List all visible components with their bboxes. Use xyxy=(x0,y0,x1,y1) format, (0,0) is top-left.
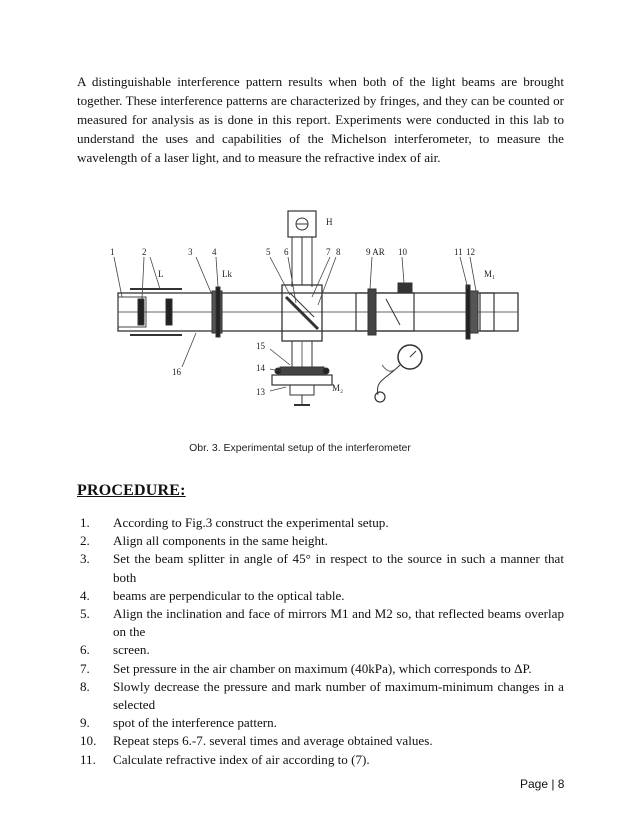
step-number: 6. xyxy=(80,642,90,658)
label-10: 10 xyxy=(398,247,407,257)
step-number: 2. xyxy=(80,533,90,549)
label-1: 1 xyxy=(110,247,115,257)
label-screen-h: H xyxy=(326,217,333,227)
interferometer-diagram xyxy=(100,205,530,463)
label-9: 9 AR xyxy=(366,247,385,257)
label-5: 5 xyxy=(266,247,271,257)
procedure-list xyxy=(80,514,564,769)
label-4: 4 xyxy=(212,247,217,257)
mirror-m2 xyxy=(280,367,324,375)
label-mirror-m2: M₂ xyxy=(332,383,344,393)
step-text: Align all components in the same height. xyxy=(113,533,328,549)
label-16: 16 xyxy=(172,367,181,377)
label-13: 13 xyxy=(256,387,265,397)
step-text: Set the beam splitter in angle of 45° in respect to the source in such a manner that both xyxy=(113,551,564,585)
procedure-heading: PROCEDURE: xyxy=(77,482,186,499)
procedure-step xyxy=(80,605,564,641)
label-12: 12 xyxy=(466,247,475,257)
label-3: 3 xyxy=(188,247,193,257)
step-text: Calculate refractive index of air according to (7). xyxy=(113,751,370,767)
procedure-step xyxy=(80,751,564,769)
step-text: beams are perpendicular to the optical table. xyxy=(113,587,345,603)
label-8: 8 xyxy=(336,247,341,257)
lens-l-holder xyxy=(138,299,144,325)
procedure-step xyxy=(80,714,564,732)
label-11: 11 xyxy=(454,247,463,257)
pump-bulb xyxy=(375,392,385,402)
step-text: Repeat steps 6.-7. several times and average obtained values. xyxy=(113,733,433,749)
step-number: 3. xyxy=(80,551,90,567)
step-number: 11. xyxy=(80,751,96,767)
label-7: 7 xyxy=(326,247,331,257)
step-text: Slowly decrease the pressure and mark number of maximum-minimum changes in a selected xyxy=(113,678,564,713)
step-text: screen. xyxy=(113,642,150,658)
label-lens-l: L xyxy=(158,269,164,279)
step-text: According to Fig.3 construct the experimental setup. xyxy=(113,515,389,530)
label-lens-lk: Lk xyxy=(222,269,232,279)
procedure-step xyxy=(80,732,564,750)
procedure-step xyxy=(80,587,564,605)
procedure-step xyxy=(80,550,564,586)
step-number: 1. xyxy=(80,515,90,530)
label-mirror-m1: M₁ xyxy=(484,269,496,279)
figure-caption: Obr. 3. Experimental setup of the interferometer xyxy=(189,442,411,454)
step-text: spot of the interference pattern. xyxy=(113,715,277,731)
label-2: 2 xyxy=(142,247,147,257)
label-15: 15 xyxy=(256,341,265,351)
step-text: Set pressure in the air chamber on maximum (40kPa), which corresponds to ΔP. xyxy=(113,660,532,676)
intro-paragraph: A distinguishable interference pattern results when both of the light beams are brought together. These interference patterns are characterized by fringes, and they can be counted or measured for analysis as is done in this report. Experiments were conducted in this lab to understand the uses and capabilities of the Michelson interferometer, to measure the wavelength of a laser light, and to measure the refractive index of air. xyxy=(77,74,564,165)
procedure-step xyxy=(80,660,564,678)
procedure-step xyxy=(80,641,564,659)
interferometer-figure xyxy=(100,205,530,463)
step-text: Align the inclination and face of mirrors M1 and M2 so, that reflected beams overlap on the xyxy=(113,606,564,640)
procedure-step xyxy=(80,678,564,714)
procedure-step xyxy=(80,532,564,550)
step-number: 8. xyxy=(80,678,90,694)
label-6: 6 xyxy=(284,247,289,257)
step-number: 4. xyxy=(80,587,90,603)
label-14: 14 xyxy=(256,363,265,373)
step-number: 5. xyxy=(80,606,90,622)
page-number: Page | 8 xyxy=(520,777,565,791)
beam-splitter xyxy=(286,297,318,329)
procedure-step xyxy=(80,514,564,532)
step-number: 7. xyxy=(80,660,90,676)
step-number: 9. xyxy=(80,715,90,731)
step-number: 10. xyxy=(80,733,97,749)
